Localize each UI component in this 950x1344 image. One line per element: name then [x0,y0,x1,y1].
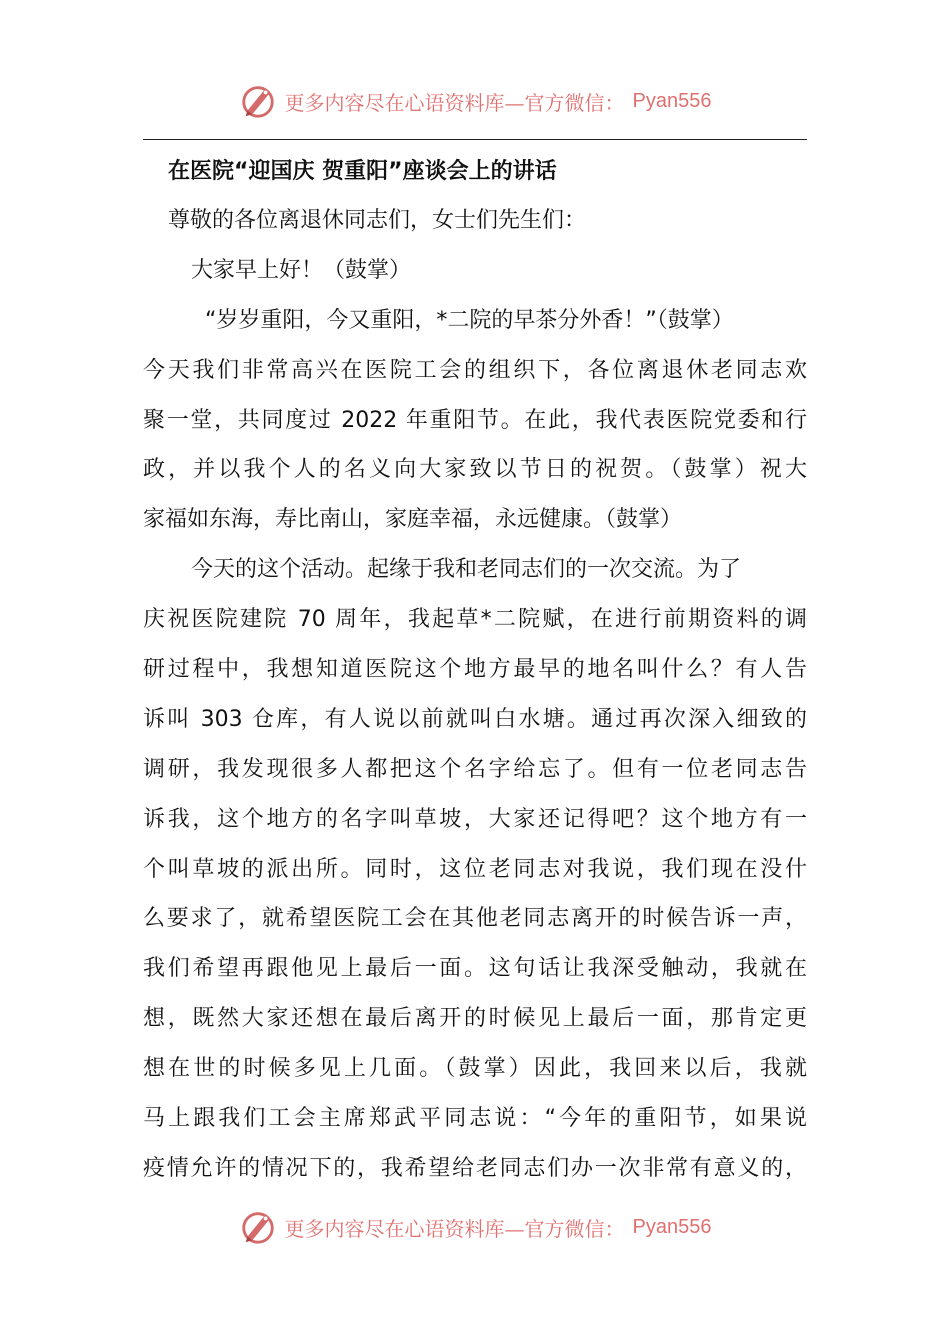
salutation-line: 尊敬的各位离退休同志们，女士们先生们： [168,208,587,233]
paragraph-1 [143,296,807,545]
paragraph-line: 想，既然大家还想在最后离开的时候见上最后一面，那肯定更 [143,1006,807,1032]
footer-watermark [0,1208,950,1246]
paragraph-line: 家福如东海，寿比南山，家庭幸福，永远健康。（鼓掌） [143,507,683,533]
paragraph-line: 想在世的时候多见上几面。（鼓掌）因此，我回来以后，我就 [143,1056,807,1082]
pen-logo-icon [239,82,277,120]
paragraph-line: 马上跟我们工会主席郑武平同志说：“今年的重阳节，如果说 [143,1106,807,1132]
paragraph-line: 研过程中，我想知道医院这个地方最早的地名叫什么？有人告 [143,657,807,683]
paragraph-line: 聚一堂，共同度过 2022 年重阳节。在此，我代表医院党委和行 [143,407,807,433]
header-divider [143,139,807,140]
paragraph-line: 诉叫 303 仓库，有人说以前就叫白水塘。通过再次深入细致的 [143,706,807,732]
greeting-line: 大家早上好！（鼓掌） [191,257,412,283]
paragraph-line: 我们希望再跟他见上最后一面。这句话让我深受触动，我就在 [143,956,807,982]
paragraph-2 [143,545,807,1194]
watermark-wechat-id: Pyan556 [632,89,712,112]
paragraph-line: 今天的这个活动。起缘于我和老同志们的一次交流。为了 [191,557,742,583]
document-title: 在医院“迎国庆 贺重阳”座谈会上的讲话 [168,159,557,184]
paragraph-line: “岁岁重阳，今又重阳，*二院的早茶分外香！”（鼓掌） [205,307,734,333]
paragraph-line: 政，并以我个人的名义向大家致以节日的祝贺。（鼓掌）祝大 [143,457,807,483]
paragraph-line: 诉我，这个地方的名字叫草坡，大家还记得吧？这个地方有一 [143,806,807,832]
paragraph-line: 调研，我发现很多人都把这个名字给忘了。但有一位老同志告 [143,756,807,782]
header-watermark [0,82,950,120]
paragraph-line: 么要求了，就希望医院工会在其他老同志离开的时候告诉一声， [143,906,807,932]
watermark-text: 更多内容尽在心语资料库—官方微信： [284,1216,625,1241]
paragraph-line: 疫情允许的情况下的，我希望给老同志们办一次非常有意义的， [143,1155,807,1181]
watermark-wechat-id: Pyan556 [632,1215,712,1238]
watermark-text: 更多内容尽在心语资料库—官方微信： [284,90,625,115]
pen-logo-icon [239,1208,277,1246]
salutation [143,196,807,246]
greeting [143,246,807,296]
paragraph-line: 今天我们非常高兴在医院工会的组织下，各位离退休老同志欢 [143,357,807,383]
paragraph-line: 庆祝医院建院 70 周年，我起草*二院赋，在进行前期资料的调 [143,607,807,633]
document-body [143,196,807,1194]
paragraph-line: 个叫草坡的派出所。同时，这位老同志对我说，我们现在没什 [143,856,807,882]
